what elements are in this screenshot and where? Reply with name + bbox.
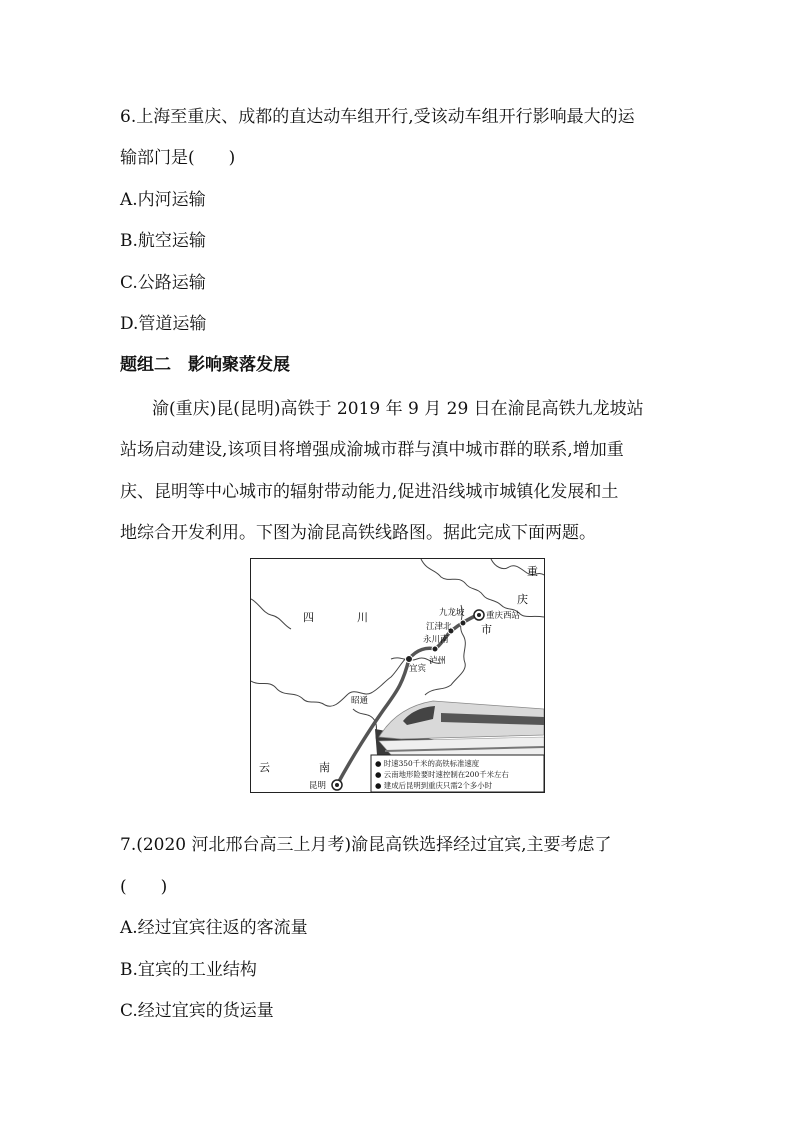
border-sichuan-yunnan — [251, 657, 407, 706]
legend-item-3: ● 建成后昆明到重庆只需2个多小时 — [375, 781, 492, 790]
passage-line-1: 渝(重庆)昆(昆明)高铁于 2019 年 9 月 29 日在渝昆高铁九龙坡站 — [152, 399, 644, 419]
label-yun: 云 — [259, 761, 270, 774]
passage-line-3: 庆、昆明等中心城市的辐射带动能力,促进沿线城市城镇化发展和土 — [120, 482, 619, 502]
label-si: 四 — [303, 611, 314, 624]
q7-option-c: C.经过宜宾的货运量 — [120, 1001, 274, 1021]
q7-stem-line1: 7.(2020 河北邢台高三上月考)渝昆高铁选择经过宜宾,主要考虑了 — [120, 835, 612, 855]
label-nan: 南 — [319, 761, 330, 774]
station-luzhou-dot — [432, 646, 438, 652]
q6-option-d: D.管道运输 — [120, 314, 207, 334]
label-yongchuan-south: 永川南 — [423, 635, 449, 645]
label-zhaotong: 昭通 — [351, 696, 369, 706]
label-chong: 重 — [527, 565, 538, 578]
q6-option-c: C.公路运输 — [120, 273, 206, 293]
q6-stem-line1: 6.上海至重庆、成都的直达动车组开行,受该动车组开行影响最大的运 — [120, 107, 635, 127]
q7-option-b: B.宜宾的工业结构 — [120, 960, 257, 980]
label-chongqing-west: 重庆西站 — [486, 611, 521, 621]
q7-option-a: A.经过宜宾往返的客流量 — [120, 918, 308, 938]
station-yibin-dot — [406, 656, 413, 663]
legend-item-1: ● 时速350千米的高铁标准速度 — [375, 759, 480, 768]
label-jiulongpo: 九龙坡 — [439, 608, 465, 618]
passage-line-4: 地综合开发利用。下图为渝昆高铁线路图。据此完成下面两题。 — [120, 523, 596, 543]
station-kunming-dot — [335, 783, 339, 787]
label-shi: 市 — [481, 623, 492, 636]
section-title: 题组二 影响聚落发展 — [120, 355, 290, 375]
q6-option-b: B.航空运输 — [120, 231, 206, 251]
station-chongqing-west-dot — [477, 613, 481, 617]
label-qing: 庆 — [517, 593, 528, 606]
q6-option-a: A.内河运输 — [120, 190, 206, 210]
label-kunming: 昆明 — [309, 781, 327, 791]
label-yibin: 宜宾 — [409, 664, 427, 674]
station-jiangjin-dot — [460, 620, 466, 626]
label-jiangjin-north: 江津北 — [426, 622, 452, 632]
border-west — [251, 599, 291, 629]
legend-item-2: ● 云南地形险要时速控制在200千米左右 — [375, 770, 509, 779]
label-chuan: 川 — [357, 611, 368, 624]
q6-stem-line2: 输部门是( ) — [120, 148, 236, 168]
passage-line-2: 站场启动建设,该项目将增强成渝城市群与滇中城市群的联系,增加重 — [120, 440, 624, 460]
label-luzhou: 泸州 — [429, 656, 447, 666]
yukun-railway-map — [250, 558, 545, 793]
q7-stem-line2: ( ) — [120, 877, 168, 897]
